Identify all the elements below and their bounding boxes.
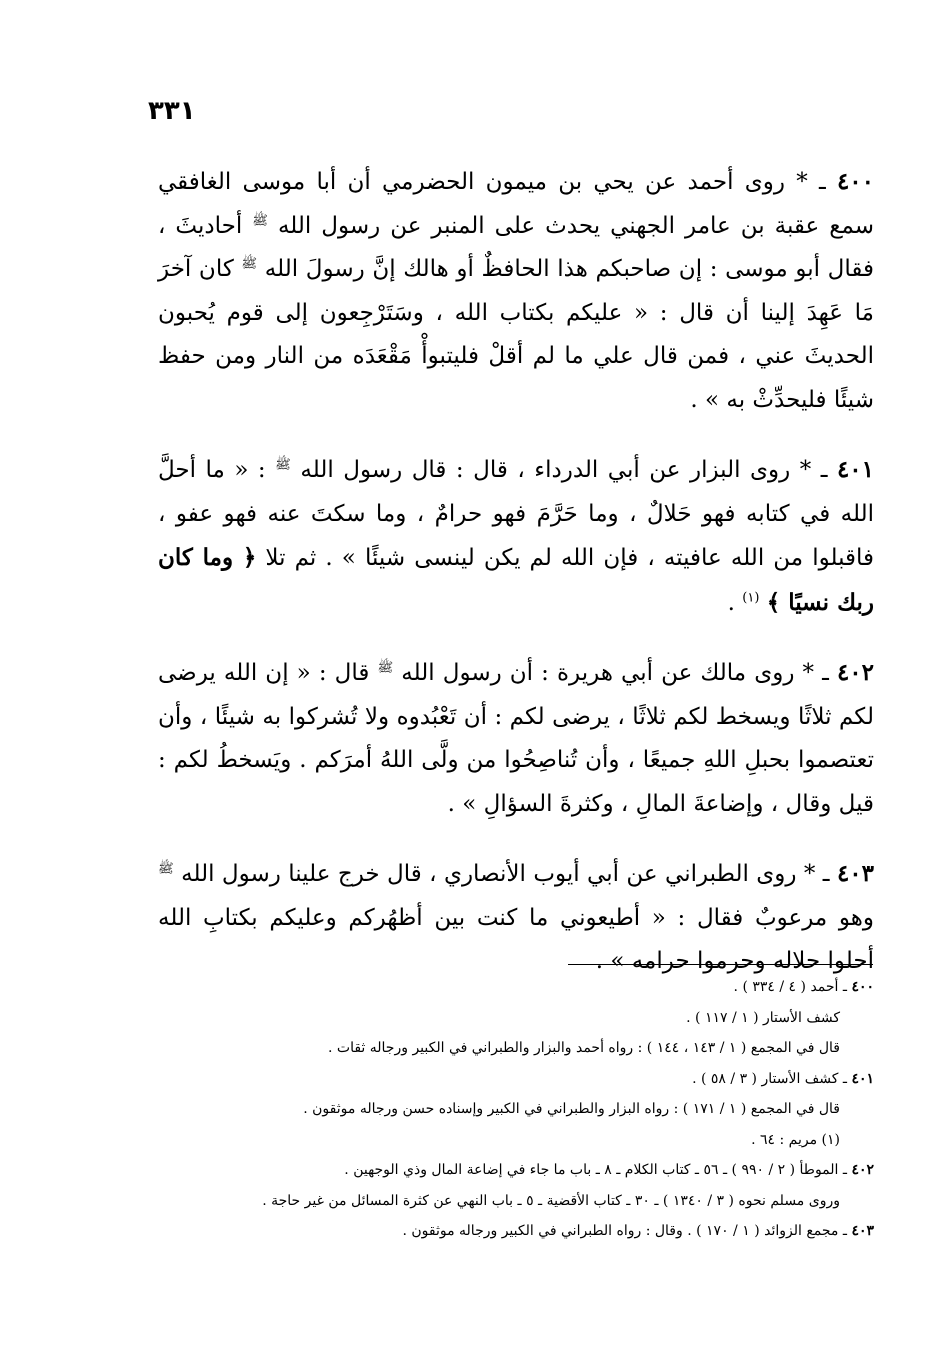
footnote-text: كشف الأستار ( ١ / ١١٧ ) . (686, 1009, 840, 1026)
hadith-number: ٤٠١ (836, 456, 875, 483)
hadith-number: ٤٠٢ (836, 659, 874, 686)
hadith-text: : « ما أحلَّ الله في كتابه فهو حَلالٌ ، وما حَرَّمَ فهو حرامٌ ، وما سكتَ عنه فهو عفو ، فاقبلوا من الله عافيته ، فإن الله لم يكن لينسى شيئًا » . ثم تلا (158, 457, 875, 571)
salla-symbol: ﷺ (275, 457, 291, 473)
footnote-divider (568, 964, 873, 965)
footnotes (150, 972, 874, 1247)
hadith-text: كان آخرَ مَا عَهِدَ إلينا أن قال : « عليكم بكتاب الله ، وسَتَرْجِعون إلى قوم يُحبون الحديثَ عني ، فمن قال علي ما لم أقلْ فليتبوأْ مَقْعَدَه من النار ومن حفظ شيئًا فليحدِّثْ به » . (158, 256, 874, 413)
hadith-text: . (727, 589, 735, 616)
footnote-text: (١) مريم : ٦٤ . (751, 1131, 840, 1148)
footnote-text: ـ الموطأ ( ٢ / ٩٩٠ ) ـ ٥٦ ـ كتاب الكلام ـ ٨ ـ باب ما جاء في إضاعة المال وذي الوجهين . (344, 1162, 847, 1178)
footnote-number: ٤٠٠ (851, 979, 874, 995)
footnote-number: ٤٠٢ (851, 1162, 874, 1178)
hadith-text: ـ * روى مالك عن أبي هريرة : أن رسول الله (401, 660, 829, 686)
hadith-text: أحاديثَ ، فقال أبو موسى : إن صاحبكم هذا الحافظٌ أو هالك إنَّ رسولَ الله (158, 212, 875, 282)
hadith-entry-400 (158, 160, 874, 422)
footnote-number: ٤٠١ (851, 1070, 874, 1087)
footnote-line (150, 1094, 874, 1125)
hadith-text: ـ * روى أحمد عن يحي بن ميمون الحضرمي أن أبا موسى الغافقي سمع عقبة بن عامر الجهني يحدث على المنبر عن رسول الله (158, 169, 875, 239)
footnote-reference[interactable]: (١) (742, 589, 760, 605)
footnote-text: قال في المجمع ( ١ / ١٤٣ ، ١٤٤ ) : رواه أحمد والبزار والطبراني في الكبير ورجاله ثقات . (328, 1040, 840, 1056)
salla-symbol: ﷺ (158, 861, 174, 877)
hadith-text: ـ * روى الطبراني عن أبي أيوب الأنصاري ، قال خرج علينا رسول الله (181, 861, 830, 887)
quran-quote: ﴿ وما كان ربك نسيًا ﴾ (158, 544, 874, 616)
footnote-line (150, 1186, 874, 1217)
hadith-number: ٤٠٠ (836, 168, 874, 195)
hadith-text: ـ * روى البزار عن أبي الدرداء ، قال : قال رسول الله (300, 457, 828, 483)
footnote-line (150, 1125, 874, 1156)
footnote-line (150, 1155, 874, 1186)
footnote-line (150, 1064, 874, 1095)
footnote-text: ـ أحمد ( ٤ / ٣٣٤ ) . (733, 979, 847, 995)
footnote-line (150, 1033, 874, 1064)
footnote-line (150, 1216, 874, 1247)
hadith-text: وهو مرعوبٌ فقال : « أطيعوني ما كنت بين أظهُركم وعليكم بكتابِ الله أحلوا حلاله وحرموا حرامه » . (158, 904, 874, 974)
page-number: ٣٣١ (148, 96, 196, 126)
salla-symbol: ﷺ (377, 660, 394, 676)
salla-symbol: ﷺ (241, 256, 258, 272)
footnote-text: قال في المجمع ( ١ / ١٧١ ) : رواه البزار والطبراني في الكبير وإسناده حسن ورجاله موثقون . (303, 1101, 840, 1117)
hadith-number: ٤٠٣ (836, 860, 875, 887)
footnote-text: ـ كشف الأستار ( ٣ / ٥٨ ) . (692, 1070, 847, 1087)
footnote-number: ٤٠٣ (851, 1223, 874, 1239)
footnote-line (150, 1003, 874, 1034)
hadith-entry-401 (158, 448, 874, 625)
hadith-entry-402 (158, 651, 874, 826)
footnote-text: ـ مجمع الزوائد ( ١ / ١٧٠ ) . وقال : رواه الطبراني في الكبير ورجاله موثقون . (402, 1223, 847, 1239)
hadith-body (158, 160, 874, 1010)
salla-symbol: ﷺ (252, 212, 268, 228)
footnote-line (150, 972, 874, 1003)
footnote-text: وروى مسلم نحوه ( ٣ / ١٣٤٠ ) ـ ٣٠ ـ كتاب الأقضية ـ ٥ ـ باب النهي عن كثرة المسائل من غير حاجة . (262, 1192, 840, 1209)
hadith-text: قال : « إن الله يرضى لكم ثلاثًا ويسخط لكم ثلاثًا ، يرضى لكم : أن تَعْبُدوه ولا تُشركوا به شيئًا ، وأن تعتصموا بحبلِ اللهِ جميعًا ، وأن تُناصِحُوا من ولَّى اللهُ أمرَكم . ويَسخطُ لكم : قيل وقال ، وإضاعةَ المالِ ، وكثرةَ السؤالِ » . (158, 660, 874, 817)
